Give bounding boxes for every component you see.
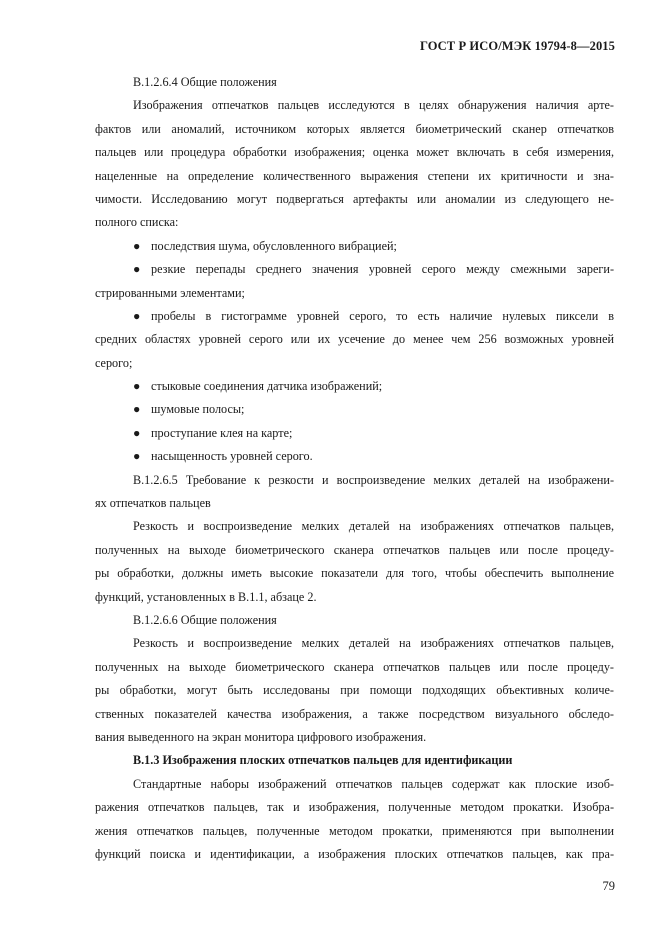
- bullet-line: [95, 305, 614, 328]
- line-text: ры обработки, могут быть исследованы при помощи подходящих объективных количе-: [95, 683, 614, 698]
- line-text: ственных показателей качества изображения, а также посредством визуального обследо-: [95, 706, 614, 721]
- line-text: фактов или аномалий, источником которых является биометрический сканер отпечатков: [95, 121, 614, 136]
- bullet-icon: ●: [133, 379, 141, 394]
- line-text: чимости. Исследованию могут подвергаться артефакты или аномалии из следующего не-: [95, 191, 614, 206]
- text-line: [95, 282, 614, 305]
- page-number: 79: [602, 879, 615, 893]
- line-text: полного списка:: [95, 215, 179, 230]
- line-text: пальцев или процедура обработки изображения; оценка может включать в себя измерения,: [95, 145, 614, 160]
- text-line: [95, 94, 614, 117]
- text-line: [95, 562, 614, 585]
- line-text: пробелы в гистограмме уровней серого, то есть наличие нулевых пиксели в: [151, 308, 614, 323]
- line-text: последствия шума, обусловленного вибрацией;: [151, 238, 397, 253]
- text-line: [95, 843, 614, 866]
- text-line: [95, 141, 614, 164]
- bullet-icon: ●: [133, 238, 141, 253]
- bullet-icon: ●: [133, 262, 141, 277]
- text-line: [95, 749, 614, 772]
- text-line: [95, 515, 614, 538]
- line-text: В.1.2.6.5 Требование к резкости и воспроизведение мелких деталей на изображени-: [133, 472, 614, 487]
- line-text: серого;: [95, 355, 133, 370]
- line-text: насыщенность уровней серого.: [151, 449, 313, 464]
- bullet-line: [95, 422, 614, 445]
- bullet-line: [95, 398, 614, 421]
- line-text: функций поиска и идентификации, а изображения плоских отпечатков пальцев, как пра-: [95, 846, 614, 861]
- text-line: [95, 118, 614, 141]
- document-body: [95, 71, 614, 866]
- line-text: нацеленные на определение количественного выражения степени их критичности и зна-: [95, 168, 614, 183]
- text-line: [95, 165, 614, 188]
- text-line: [95, 820, 614, 843]
- line-text: средних областях уровней серого или их усечение до менее чем 256 возможных уровней: [95, 332, 614, 347]
- bullet-icon: ●: [133, 308, 141, 323]
- text-line: [95, 679, 614, 702]
- line-text: вания выведенного на экран монитора цифрового изображения.: [95, 729, 427, 744]
- text-line: [95, 211, 614, 234]
- line-text: стрированными элементами;: [95, 285, 245, 300]
- line-text: проступание клея на карте;: [151, 425, 293, 440]
- text-line: [95, 703, 614, 726]
- bullet-line: [95, 445, 614, 468]
- text-line: [95, 188, 614, 211]
- text-line: [95, 71, 614, 94]
- text-line: [95, 352, 614, 375]
- text-line: [95, 796, 614, 819]
- text-line: [95, 632, 614, 655]
- bullet-line: [95, 235, 614, 258]
- text-line: [95, 492, 614, 515]
- line-text: стыковые соединения датчика изображений;: [151, 379, 383, 394]
- line-text: полученных на выходе биометрического сканера отпечатков пальцев или после процеду-: [95, 659, 614, 674]
- text-line: [95, 656, 614, 679]
- bullet-icon: ●: [133, 449, 141, 464]
- line-text: ражения отпечатков пальцев, так и изображения, полученные методом прокатки. Изобра-: [95, 800, 614, 815]
- line-text: Резкость и воспроизведение мелких деталей на изображениях отпечатков пальцев,: [133, 636, 614, 651]
- bullet-line: [95, 258, 614, 281]
- line-text: ях отпечатков пальцев: [95, 496, 211, 511]
- text-line: [95, 328, 614, 351]
- line-text: Стандартные наборы изображений отпечатков пальцев содержат как плоские изоб-: [133, 776, 614, 791]
- line-text: полученных на выходе биометрического сканера отпечатков пальцев или после процеду-: [95, 542, 614, 557]
- text-line: [95, 469, 614, 492]
- line-text: В.1.3 Изображения плоских отпечатков пальцев для идентификации: [133, 753, 513, 768]
- bullet-line: [95, 375, 614, 398]
- line-text: В.1.2.6.6 Общие положения: [133, 612, 277, 627]
- line-text: ры обработки, должны иметь высокие показатели для того, чтобы обеспечить выполнение: [95, 566, 614, 581]
- bullet-icon: ●: [133, 425, 141, 440]
- line-text: В.1.2.6.4 Общие положения: [133, 75, 277, 89]
- bullet-icon: ●: [133, 402, 141, 417]
- document-header: ГОСТ Р ИСО/МЭК 19794-8—2015: [419, 39, 615, 53]
- line-text: Изображения отпечатков пальцев исследуются в целях обнаружения наличия арте-: [133, 98, 614, 113]
- text-line: [95, 586, 614, 609]
- text-line: [95, 726, 614, 749]
- line-text: Резкость и воспроизведение мелких деталей на изображениях отпечатков пальцев,: [133, 519, 614, 534]
- line-text: функций, установленных в В.1.1, абзаце 2.: [95, 589, 317, 604]
- text-line: [95, 773, 614, 796]
- line-text: резкие перепады среднего значения уровней серого между смежными зареги-: [151, 262, 614, 277]
- line-text: шумовые полосы;: [151, 402, 245, 417]
- line-text: жения отпечатков пальцев, полученные методом прокатки, применяются при выполнении: [95, 823, 614, 838]
- text-line: [95, 539, 614, 562]
- text-line: [95, 609, 614, 632]
